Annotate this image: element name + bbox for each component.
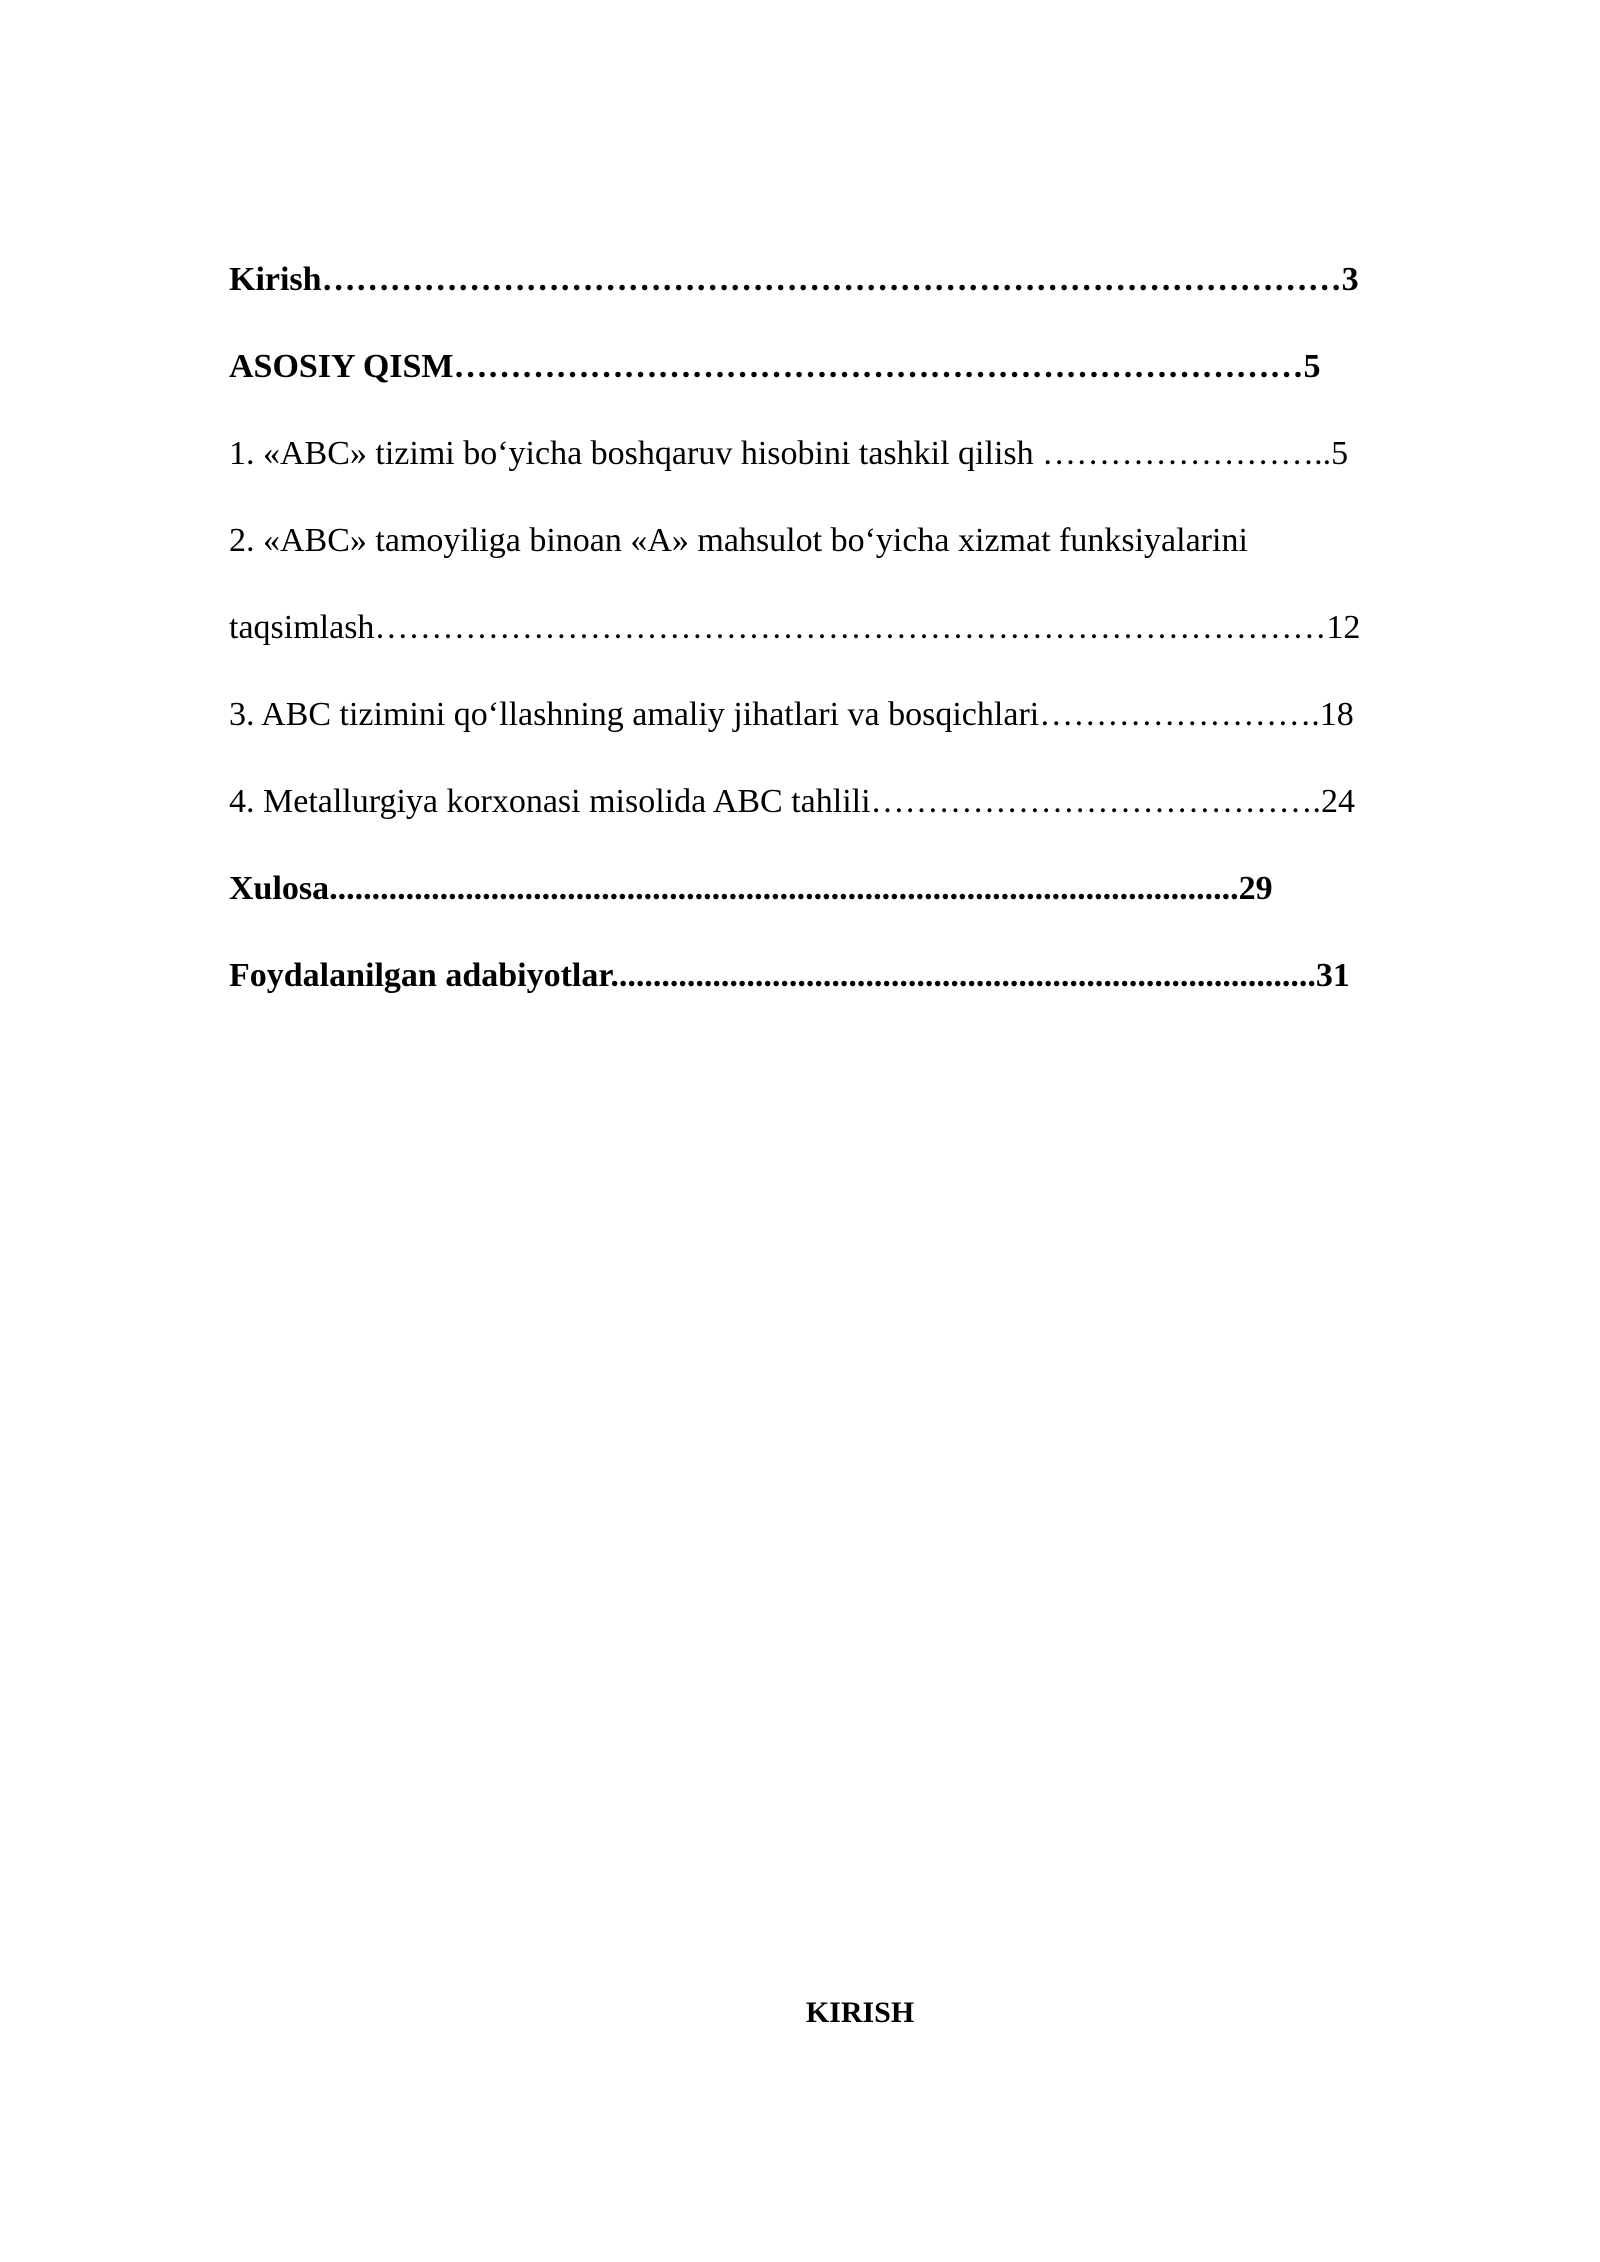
toc-entry-2-line-1[interactable]: 2. «ABC» tamoyiliga binoan «A» mahsulot bo‘yicha xizmat funksiyalarini — [229, 522, 1248, 559]
toc-entry-kirish[interactable]: Kirish………………………………………………………………………………3 — [229, 261, 1359, 298]
toc-entry-foydalanilgan-adabiyotlar[interactable]: Foydalanilgan adabiyotlar...................................................................................31 — [229, 957, 1350, 994]
toc-entry-3[interactable]: 3. ABC tizimini qo‘llashning amaliy jihatlari va bosqichlari…………………….18 — [229, 696, 1354, 733]
toc-entry-2-line-2[interactable]: taqsimlash…………………………………………………………………………12 — [229, 609, 1361, 646]
toc-entry-4[interactable]: 4. Metallurgiya korxonasi misolida ABC tahlili………………………………….24 — [229, 783, 1356, 820]
toc-entry-asosiy-qism[interactable]: ASOSIY QISM…………………………………………………………………5 — [229, 348, 1321, 385]
toc-entry-xulosa[interactable]: Xulosa...........................................................................................................29 — [229, 870, 1273, 907]
section-heading-kirish: KIRISH — [805, 1996, 915, 2029]
toc-entry-1[interactable]: 1. «ABC» tizimi bo‘yicha boshqaruv hisobini tashkil qilish ……………………..5 — [229, 435, 1349, 472]
table-of-contents — [229, 236, 1487, 1019]
